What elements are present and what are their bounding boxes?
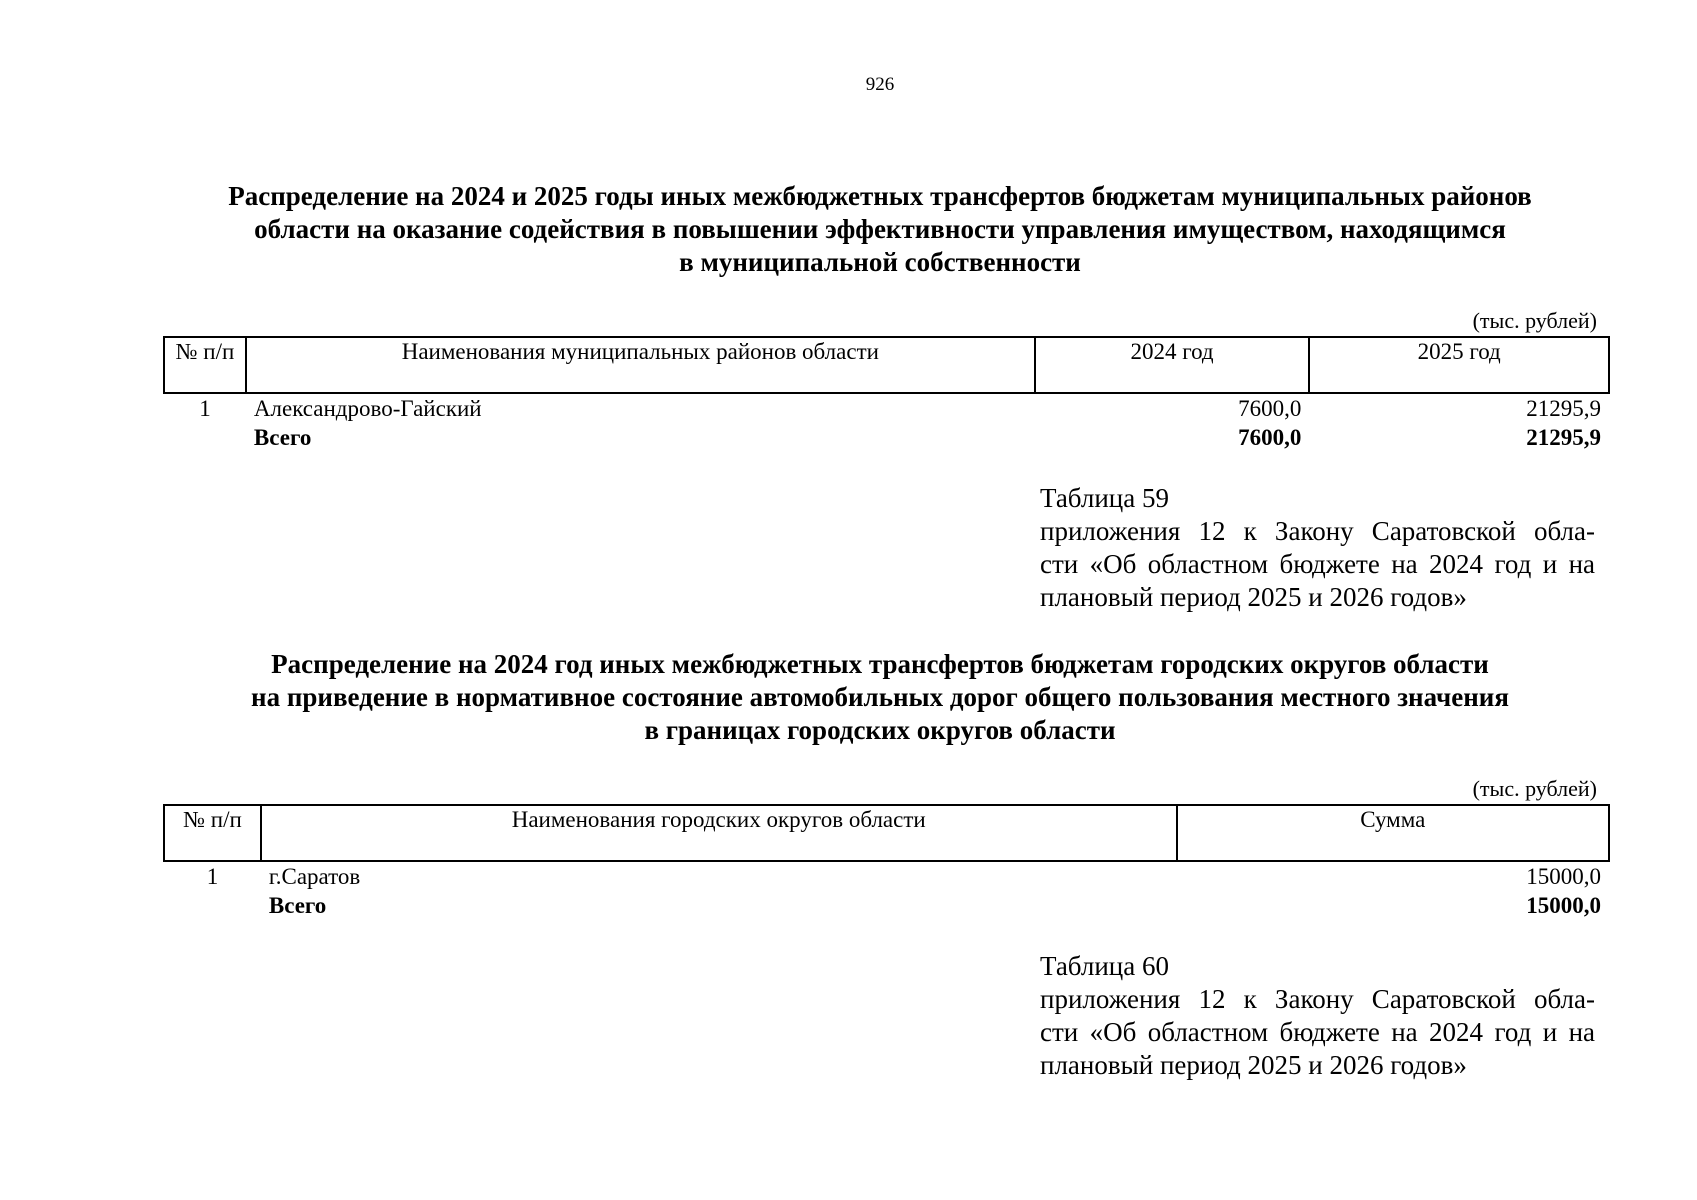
row-name: г.Саратов (268, 864, 361, 889)
total-sum: 15000,0 (1526, 893, 1601, 918)
title-line: в границах городских округов области (644, 715, 1116, 745)
appendix-line: сти «Об областном бюджете на 2024 год и на (1040, 1017, 1595, 1047)
total-row (164, 423, 1609, 452)
appendix-line: приложения 12 к Закону Саратовской обла- (1040, 984, 1595, 1014)
row-sum: 15000,0 (1526, 864, 1601, 889)
row-name: Александрово-Гайский (253, 396, 482, 421)
appendix-line: сти «Об областном бюджете на 2024 год и на (1040, 549, 1595, 579)
section1-title (160, 180, 1600, 279)
title-line: на приведение в нормативное состояние автомобильных дорог общего пользования местного значения (251, 682, 1509, 712)
header-2024: 2024 год (1035, 337, 1310, 393)
total-label: Всего (253, 425, 312, 450)
city-districts-table (163, 804, 1610, 920)
total-2024: 7600,0 (1238, 425, 1302, 450)
title-line: Распределение на 2024 год иных межбюджетных трансфертов бюджетам городских округов области (271, 649, 1489, 679)
districts-table (163, 336, 1610, 452)
appendix-note-60 (1040, 950, 1595, 1082)
table-header-row (164, 805, 1609, 861)
page-number: 926 (865, 74, 895, 95)
total-label: Всего (268, 893, 327, 918)
appendix-line: плановый период 2025 и 2026 годов» (1040, 582, 1467, 612)
row-2025: 21295,9 (1526, 396, 1601, 421)
units-label: (тыс. рублей) (1472, 776, 1597, 801)
table-row (164, 861, 1609, 891)
header-name: Наименования муниципальных районов области (246, 337, 1035, 393)
appendix-line: плановый период 2025 и 2026 годов» (1040, 1050, 1467, 1080)
table-row (164, 393, 1609, 423)
units-label: (тыс. рублей) (1472, 308, 1597, 333)
header-num: № п/п (164, 337, 246, 393)
total-2025: 21295,9 (1526, 425, 1601, 450)
row-num: 1 (199, 396, 211, 421)
appendix-line: приложения 12 к Закону Саратовской обла- (1040, 516, 1595, 546)
header-sum: Сумма (1177, 805, 1609, 861)
table-label: Таблица 60 (1040, 951, 1169, 981)
header-num: № п/п (164, 805, 261, 861)
table-header-row (164, 337, 1609, 393)
header-name: Наименования городских округов области (261, 805, 1177, 861)
appendix-note-59 (1040, 482, 1595, 614)
title-line: области на оказание содействия в повышении эффективности управления имуществом, находящимся (254, 214, 1506, 244)
section2-title (160, 648, 1600, 747)
table-label: Таблица 59 (1040, 483, 1169, 513)
title-line: Распределение на 2024 и 2025 годы иных межбюджетных трансфертов бюджетам муниципальных районов (228, 181, 1532, 211)
header-2025: 2025 год (1309, 337, 1609, 393)
title-line: в муниципальной собственности (679, 247, 1081, 277)
row-2024: 7600,0 (1238, 396, 1302, 421)
row-num: 1 (206, 864, 219, 889)
total-row (164, 891, 1609, 920)
